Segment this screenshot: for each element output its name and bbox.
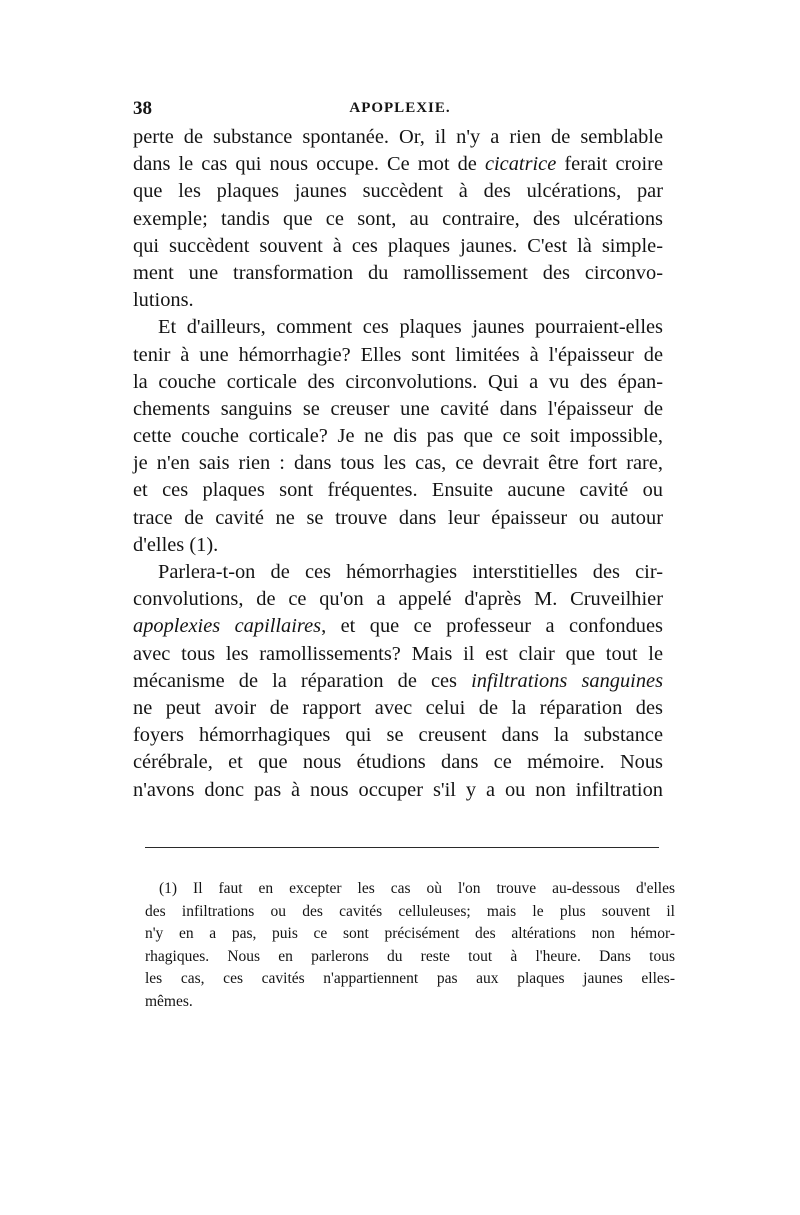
text-line: tenir à une hémorrhagie? Elles sont limitées à l'épaisseur de: [133, 343, 663, 366]
text-line: avec tous les ramollissements? Mais il est clair que tout le: [133, 642, 663, 665]
text-line: dans le cas qui nous occupe. Ce mot de cicatrice ferait croire: [133, 153, 663, 176]
text-line: mécanisme de la réparation de ces infiltrations sanguines: [133, 669, 664, 692]
text-line: la couche corticale des circonvolutions. Qui a vu des épan-: [133, 370, 663, 393]
footnote-line: mêmes.: [145, 992, 193, 1010]
footnote: [145, 878, 675, 1013]
text-line: cette couche corticale? Je ne dis pas que ce soit impossible,: [133, 425, 663, 448]
text-line: convolutions, de ce qu'on a appelé d'après M. Cruveilhier: [133, 588, 663, 611]
text-line: que les plaques jaunes succèdent à des ulcérations, par: [133, 180, 663, 203]
text-line: trace de cavité ne se trouve dans leur épaisseur ou autour: [133, 506, 663, 529]
text-line: chements sanguins se creuser une cavité dans l'épaisseur de: [133, 397, 663, 420]
text-line: lutions.: [133, 289, 194, 312]
italic-term: cicatrice: [484, 153, 557, 176]
text-line: cérébrale, et que nous étudions dans ce mémoire. Nous: [133, 751, 663, 774]
text-line: ment une transformation du ramollissement des circonvo-: [133, 261, 663, 284]
footnote-divider: [145, 847, 659, 848]
text-line: qui succèdent souvent à ces plaques jaunes. C'est là simple-: [133, 234, 663, 257]
text-line: d'elles (1).: [133, 533, 219, 556]
body-text: [133, 124, 663, 804]
footnote-line: des infiltrations ou des cavités celluleuses; mais le plus souvent il: [145, 902, 675, 920]
footnote-line: rhagiques. Nous en parlerons du reste tout à l'heure. Dans tous: [145, 947, 675, 965]
footnote-line: (1) Il faut en excepter les cas où l'on trouve au-dessous d'elles: [159, 880, 675, 897]
text-line: je n'en sais rien : dans tous les cas, ce devrait être fort rare,: [133, 452, 663, 475]
page-number: 38: [133, 98, 152, 119]
text-line: apoplexies capillaires, et que ce professeur a confondues: [133, 615, 663, 638]
text-line: n'avons donc pas à nous occuper s'il y a ou non infiltration: [133, 778, 663, 801]
text-line: foyers hémorrhagiques qui se creusent dans la substance: [133, 724, 663, 747]
text-line: exemple; tandis que ce sont, au contraire, des ulcérations: [133, 207, 663, 230]
text-line: et ces plaques sont fréquentes. Ensuite aucune cavité ou: [133, 479, 663, 502]
text-line: Et d'ailleurs, comment ces plaques jaunes pourraient-elles: [158, 316, 663, 339]
footnote-line: n'y en a pas, puis ce sont précisément des altérations non hémor-: [145, 925, 675, 942]
text-line: perte de substance spontanée. Or, il n'y a rien de semblable: [133, 126, 663, 148]
italic-term: apoplexies capillaires: [133, 615, 322, 638]
italic-term: infiltrations sanguines: [471, 669, 664, 692]
footnote-line: les cas, ces cavités n'appartiennent pas aux plaques jaunes elles-: [145, 970, 675, 987]
running-title: APOPLEXIE.: [349, 100, 451, 116]
text-line: ne peut avoir de rapport avec celui de la réparation des: [133, 696, 663, 719]
text-line: Parlera-t-on de ces hémorrhagies interstitielles des cir-: [158, 561, 663, 583]
